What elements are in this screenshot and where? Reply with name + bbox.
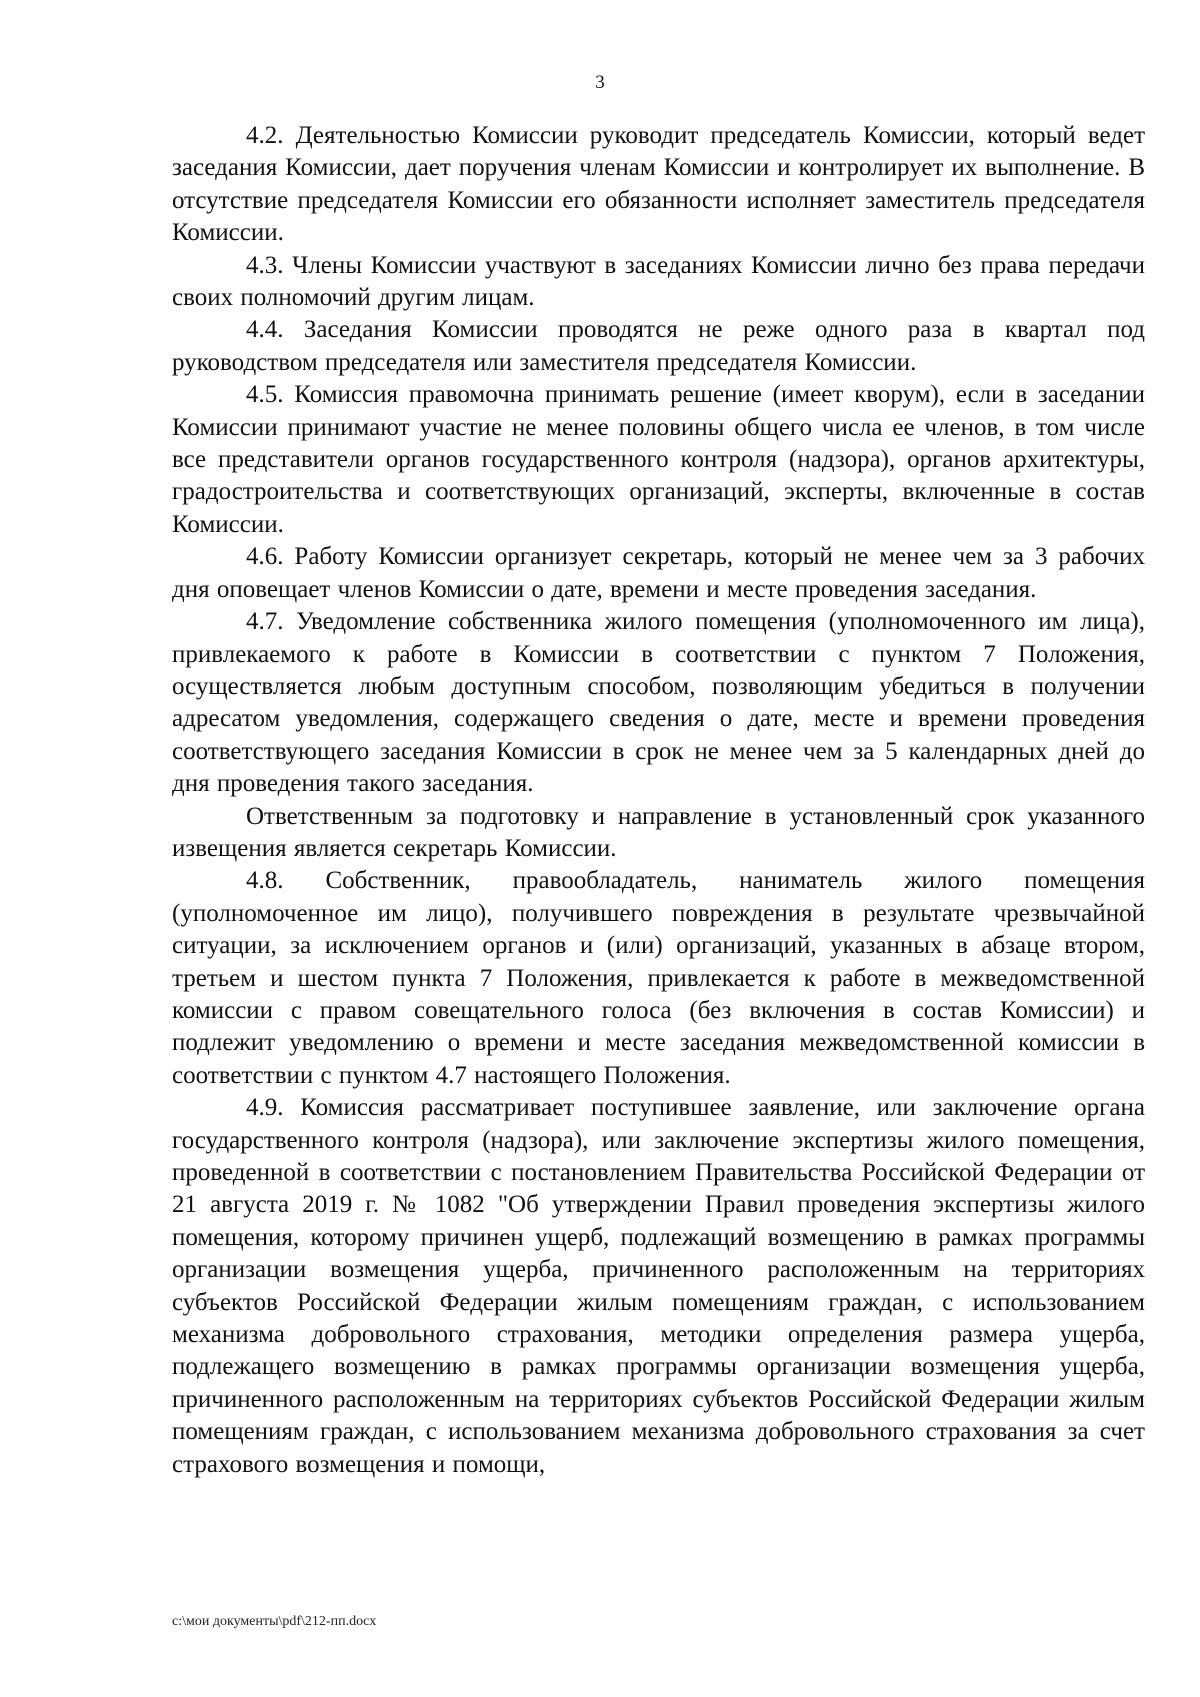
- paragraph-4-5: 4.5. Комиссия правомочна принимать решение (имеет кворум), если в заседании Комиссии принимают участие не менее половины общего числа ее членов, в том числе все представители органов государственного контроля (надзора), органов архитектуры, градостроительства и соответствующих организаций, эксперты, включенные в состав Комиссии.: [172, 381, 1145, 538]
- page-number: 3: [595, 72, 605, 93]
- paragraph-4-6: 4.6. Работу Комиссии организует секретарь, который не менее чем за 3 рабочих дня оповещает членов Комиссии о дате, времени и месте проведения заседания.: [172, 543, 1145, 603]
- footer-file-path: c:\мои документы\pdf\212-пп.docx: [172, 1614, 377, 1629]
- document-body: [172, 120, 1145, 1481]
- paragraph-4-7: 4.7. Уведомление собственника жилого помещения (уполномоченного им лица), привлекаемого к работе в Комиссии в соответствии с пунктом 7 Положения, осуществляется любым доступным способом, позволяющим убедиться в получении адресатом уведомления, содержащего сведения о дате, месте и времени проведения соответствующего заседания Комиссии в срок не менее чем за 5 календарных дней до дня проведения такого заседания.: [172, 608, 1145, 798]
- paragraph-4-9: 4.9. Комиссия рассматривает поступившее заявление, или заключение органа государственного контроля (надзора), или заключение экспертизы жилого помещения, проведенной в соответствии с постановлением Правительства Российской Федерации от 21 августа 2019 г. № 1082 "Об утверждении Правил проведения экспертизы жилого помещения, которому причинен ущерб, подлежащий возмещению в рамках программы организации возмещения ущерба, причиненного расположенным на территориях субъектов Российской Федерации жилым помещениям граждан, с использованием механизма добровольного страхования, методики определения размера ущерба, подлежащего возмещению в рамках программы организации возмещения ущерба, причиненного расположенным на территориях субъектов Российской Федерации жилым помещениям граждан, с использованием механизма добровольного страхования за счет страхового возмещения и помощи,: [172, 1094, 1145, 1478]
- paragraph-responsible: Ответственным за подготовку и направление в установленный срок указанного извещения является секретарь Комиссии.: [172, 802, 1145, 862]
- paragraph-4-2: 4.2. Деятельностью Комиссии руководит председатель Комиссии, который ведет заседания Комиссии, дает поручения членам Комиссии и контролирует их выполнение. В отсутствие председателя Комиссии его обязанности исполняет заместитель председателя Комиссии.: [172, 122, 1145, 247]
- paragraph-4-4: 4.4. Заседания Комиссии проводятся не реже одного раза в квартал под руководством председателя или заместителя председателя Комиссии.: [172, 316, 1145, 376]
- paragraph-4-3: 4.3. Члены Комиссии участвуют в заседаниях Комиссии лично без права передачи своих полномочий другим лицам.: [172, 251, 1145, 312]
- paragraph-4-8: 4.8. Собственник, правообладатель, наниматель жилого помещения (уполномоченное им лицо), получившего повреждения в результате чрезвычайной ситуации, за исключением органов и (или) организаций, указанных в абзаце втором, третьем и шестом пункта 7 Положения, привлекается к работе в межведомственной комиссии с правом совещательного голоса (без включения в состав Комиссии) и подлежит уведомлению о времени и месте заседания межведомственной комиссии в соответствии с пунктом 4.7 настоящего Положения.: [172, 867, 1145, 1089]
